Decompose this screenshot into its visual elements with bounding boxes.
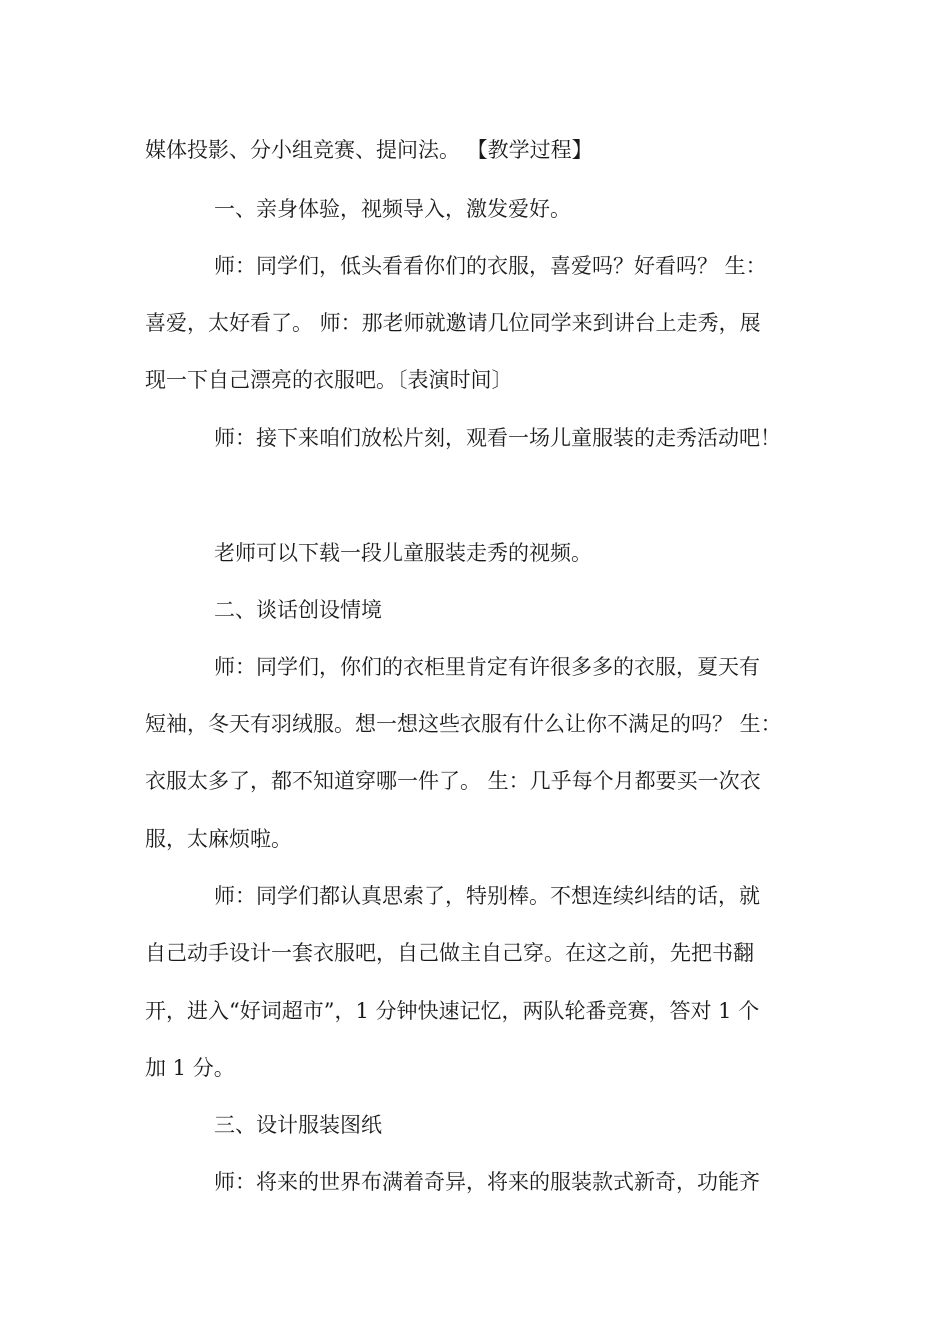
text-line: 现一下自己漂亮的衣服吧。〔表演时间〕 [145, 368, 513, 392]
text-line: 服，太麻烦啦。 [145, 827, 292, 851]
section-heading: 一、亲身体验，视频导入，激发爱好。 [214, 197, 571, 221]
text-line: 师：接下来咱们放松片刻，观看一场儿童服装的走秀活动吧！ [214, 426, 781, 450]
section-heading: 二、谈话创设情境 [214, 598, 382, 622]
section-heading: 三、设计服装图纸 [214, 1113, 382, 1137]
text-line: 衣服太多了，都不知道穿哪一件了。 生：几乎每个月都要买一次衣 [145, 769, 761, 793]
text-line: 喜爱，太好看了。 师：那老师就邀请几位同学来到讲台上走秀，展 [145, 311, 761, 335]
text-line: 师：同学们，低头看看你们的衣服，喜爱吗？好看吗？ 生： [214, 254, 767, 278]
text-line: 媒体投影、分小组竞赛、提问法。 【教学过程】 [145, 138, 593, 162]
text-line: 短袖，冬天有羽绒服。想一想这些衣服有什么让你不满足的吗？ 生： [145, 712, 782, 736]
text-line: 老师可以下载一段儿童服装走秀的视频。 [214, 541, 592, 565]
text-line: 自己动手设计一套衣服吧，自己做主自己穿。在这之前，先把书翻 [145, 941, 754, 965]
text-line: 师：同学们都认真思索了，特别棒。不想连续纠结的话，就 [214, 884, 760, 908]
text-line: 师：将来的世界布满着奇异，将来的服装款式新奇，功能齐 [214, 1170, 760, 1194]
text-line: 加 1 分。 [145, 1056, 235, 1080]
text-line: 师：同学们，你们的衣柜里肯定有许很多多的衣服，夏天有 [214, 655, 760, 679]
text-line: 开，进入“好词超市”，1 分钟快速记忆，两队轮番竞赛，答对 1 个 [145, 999, 760, 1023]
